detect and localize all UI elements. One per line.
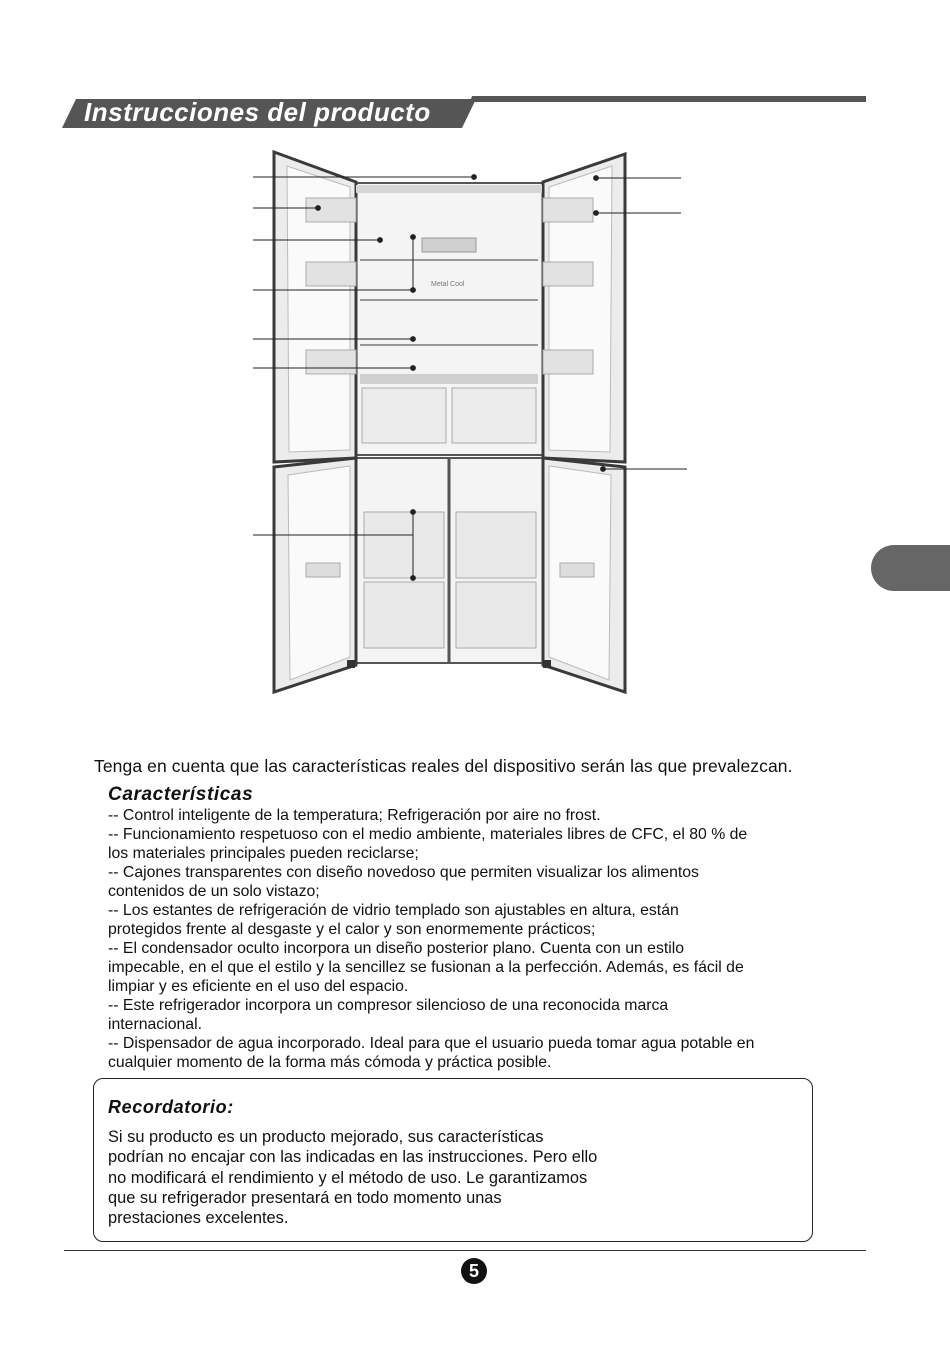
notice-text: Tenga en cuenta que las características reales del dispositivo serán las que prevalezcan. (94, 756, 793, 776)
features-line: -- Este refrigerador incorpora un compresor silencioso de una reconocida marca (108, 997, 669, 1014)
features-line: -- Los estantes de refrigeración de vidrio templado son ajustables en altura, están (108, 902, 679, 919)
reminder-line: que su refrigerador presentará en todo momento unas (108, 1188, 502, 1207)
features-line: contenidos de un solo vistazo; (108, 883, 320, 900)
features-line: -- Dispensador de agua incorporado. Ideal para que el usuario pueda tomar agua potable en (108, 1035, 755, 1052)
features-list (108, 806, 878, 1072)
page-title: Instrucciones del producto (84, 97, 431, 127)
features-line: cualquier momento de la forma más cómoda y práctica posible. (108, 1054, 552, 1071)
features-line: los materiales principales pueden reciclarse; (108, 845, 419, 862)
features-line: limpiar y es eficiente en el uso del espacio. (108, 978, 409, 995)
features-line: -- Control inteligente de la temperatura; Refrigeración por aire no frost. (108, 807, 601, 824)
features-line: internacional. (108, 1016, 202, 1033)
features-line: -- Cajones transparentes con diseño novedoso que permiten visualizar los alimentos (108, 864, 699, 881)
features-heading: Características (108, 784, 254, 805)
features-line: protegidos frente al desgaste y el calor y son enormemente prácticos; (108, 921, 596, 938)
reminder-line: no modificará el rendimiento y el método de uso. Le garantizamos (108, 1168, 588, 1187)
reminder-line: podrían no encajar con las indicadas en las instrucciones. Pero ello (108, 1148, 598, 1167)
features-line: -- El condensador oculto incorpora un diseño posterior plano. Cuenta con un estilo (108, 940, 685, 957)
reminder-line: prestaciones excelentes. (108, 1209, 289, 1228)
footer-divider (64, 1250, 866, 1251)
reminder-text (108, 1127, 768, 1228)
reminder-title: Recordatorio: (108, 1097, 234, 1117)
reminder-line: Si su producto es un producto mejorado, sus características (108, 1128, 544, 1146)
refrigerator-diagram (240, 145, 700, 700)
page-number-badge: 5 (461, 1258, 487, 1284)
features-line: -- Funcionamiento respetuoso con el medio ambiente, materiales libres de CFC, el 80 % de (108, 826, 748, 843)
features-line: impecable, en el que el estilo y la sencillez se fusionan a la perfección. Además, es fácil de (108, 959, 744, 976)
side-section-tab (871, 545, 950, 591)
display-label: Metal Cool (431, 281, 465, 288)
